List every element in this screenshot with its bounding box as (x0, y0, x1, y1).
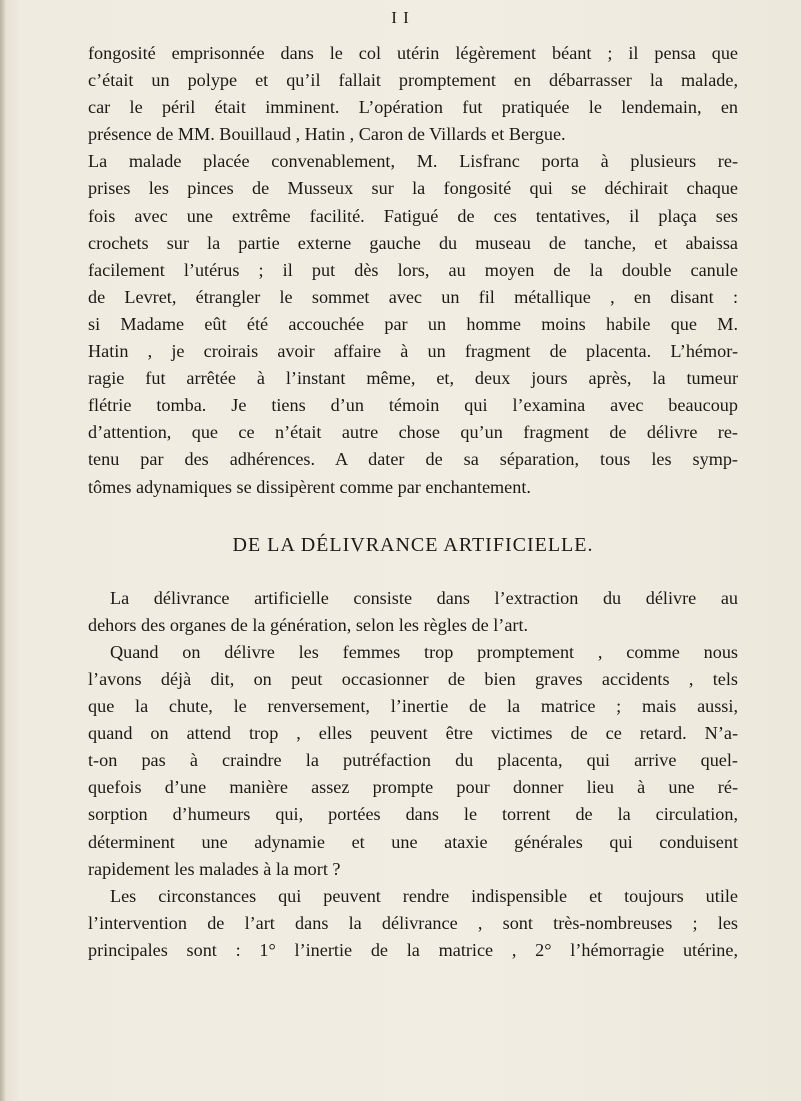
paragraph-continued (88, 40, 738, 501)
text-line: si Madame eût été accouchée par un homme moins habile que M. (88, 313, 738, 334)
text-line: l’avons déjà dit, on peut occasionner de bien graves accidents , tels (88, 668, 738, 689)
text-line: crochets sur la partie externe gauche du museau de tanche, et abaissa (88, 232, 738, 253)
text-line: rapidement les malades à la mort ? (88, 858, 341, 879)
text-line: sorption d’humeurs qui, portées dans le torrent de la circulation, (88, 804, 738, 825)
text-line: prises les pinces de Musseux sur la fongosité qui se déchirait chaque (88, 178, 738, 199)
text-line: t-on pas à craindre la putréfaction du placenta, qui arrive quel- (88, 750, 738, 771)
page-binding-edge (0, 0, 5, 1101)
text-line: tenu par des adhérences. A dater de sa séparation, tous les symp- (88, 449, 738, 470)
section-heading: DE LA DÉLIVRANCE ARTIFICIELLE. (232, 533, 594, 556)
text-line: car le péril était imminent. L’opération fut pratiquée le lendemain, en (88, 97, 738, 118)
paragraph-timing (88, 639, 738, 883)
text-line: quand on attend trop , elles peuvent être victimes de ce retard. N’a- (88, 723, 738, 744)
text-line: Les circonstances qui peuvent rendre indispensible et toujours utile (110, 885, 738, 906)
text-line: dehors des organes de la génération, selon les règles de l’art. (88, 614, 529, 635)
text-line: présence de MM. Bouillaud , Hatin , Caron de Villards et Bergue. (88, 124, 566, 145)
page-body (88, 40, 738, 964)
text-line: quefois d’une manière assez prompte pour donner lieu à une ré- (88, 777, 738, 798)
page-number: I I (391, 8, 410, 27)
text-line: facilement l’utérus ; il put dès lors, au moyen de la double canule (88, 259, 738, 280)
text-line: Quand on délivre les femmes trop promptement , comme nous (110, 641, 738, 662)
text-line: d’attention, que ce n’était autre chose qu’un fragment de délivre re- (88, 422, 738, 443)
text-line: tômes adynamiques se dissipèrent comme par enchantement. (88, 476, 531, 497)
text-line: c’était un polype et qu’il fallait promptement en débarrasser la malade, (88, 70, 738, 91)
text-line: déterminent une adynamie et une ataxie générales qui conduisent (88, 831, 738, 852)
text-line: que la chute, le renversement, l’inertie de la matrice ; mais aussi, (88, 696, 738, 717)
paragraph-circumstances (88, 883, 738, 964)
text-line: fois avec une extrême facilité. Fatigué de ces tentatives, il plaça ses (88, 205, 738, 226)
text-line: principales sont : 1° l’inertie de la matrice , 2° l’hémorragie utérine, (88, 939, 738, 960)
text-line: La délivrance artificielle consiste dans l’extraction du délivre au (110, 587, 738, 608)
text-line: de Levret, étrangler le sommet avec un fil métallique , en disant : (88, 286, 738, 307)
text-line: Hatin , je croirais avoir affaire à un fragment de placenta. L’hémor- (88, 341, 738, 362)
text-line: l’intervention de l’art dans la délivrance , sont très-nombreuses ; les (88, 912, 738, 933)
text-line: ragie fut arrêtée à l’instant même, et, deux jours après, la tumeur (88, 368, 738, 389)
text-line: fongosité emprisonnée dans le col utérin légèrement béant ; il pensa que (88, 43, 738, 63)
text-line: La malade placée convenablement, M. Lisfranc porta à plusieurs re- (88, 151, 738, 172)
paragraph-definition (88, 585, 738, 639)
text-line: flétrie tomba. Je tiens d’un témoin qui l’examina avec beaucoup (88, 395, 738, 416)
